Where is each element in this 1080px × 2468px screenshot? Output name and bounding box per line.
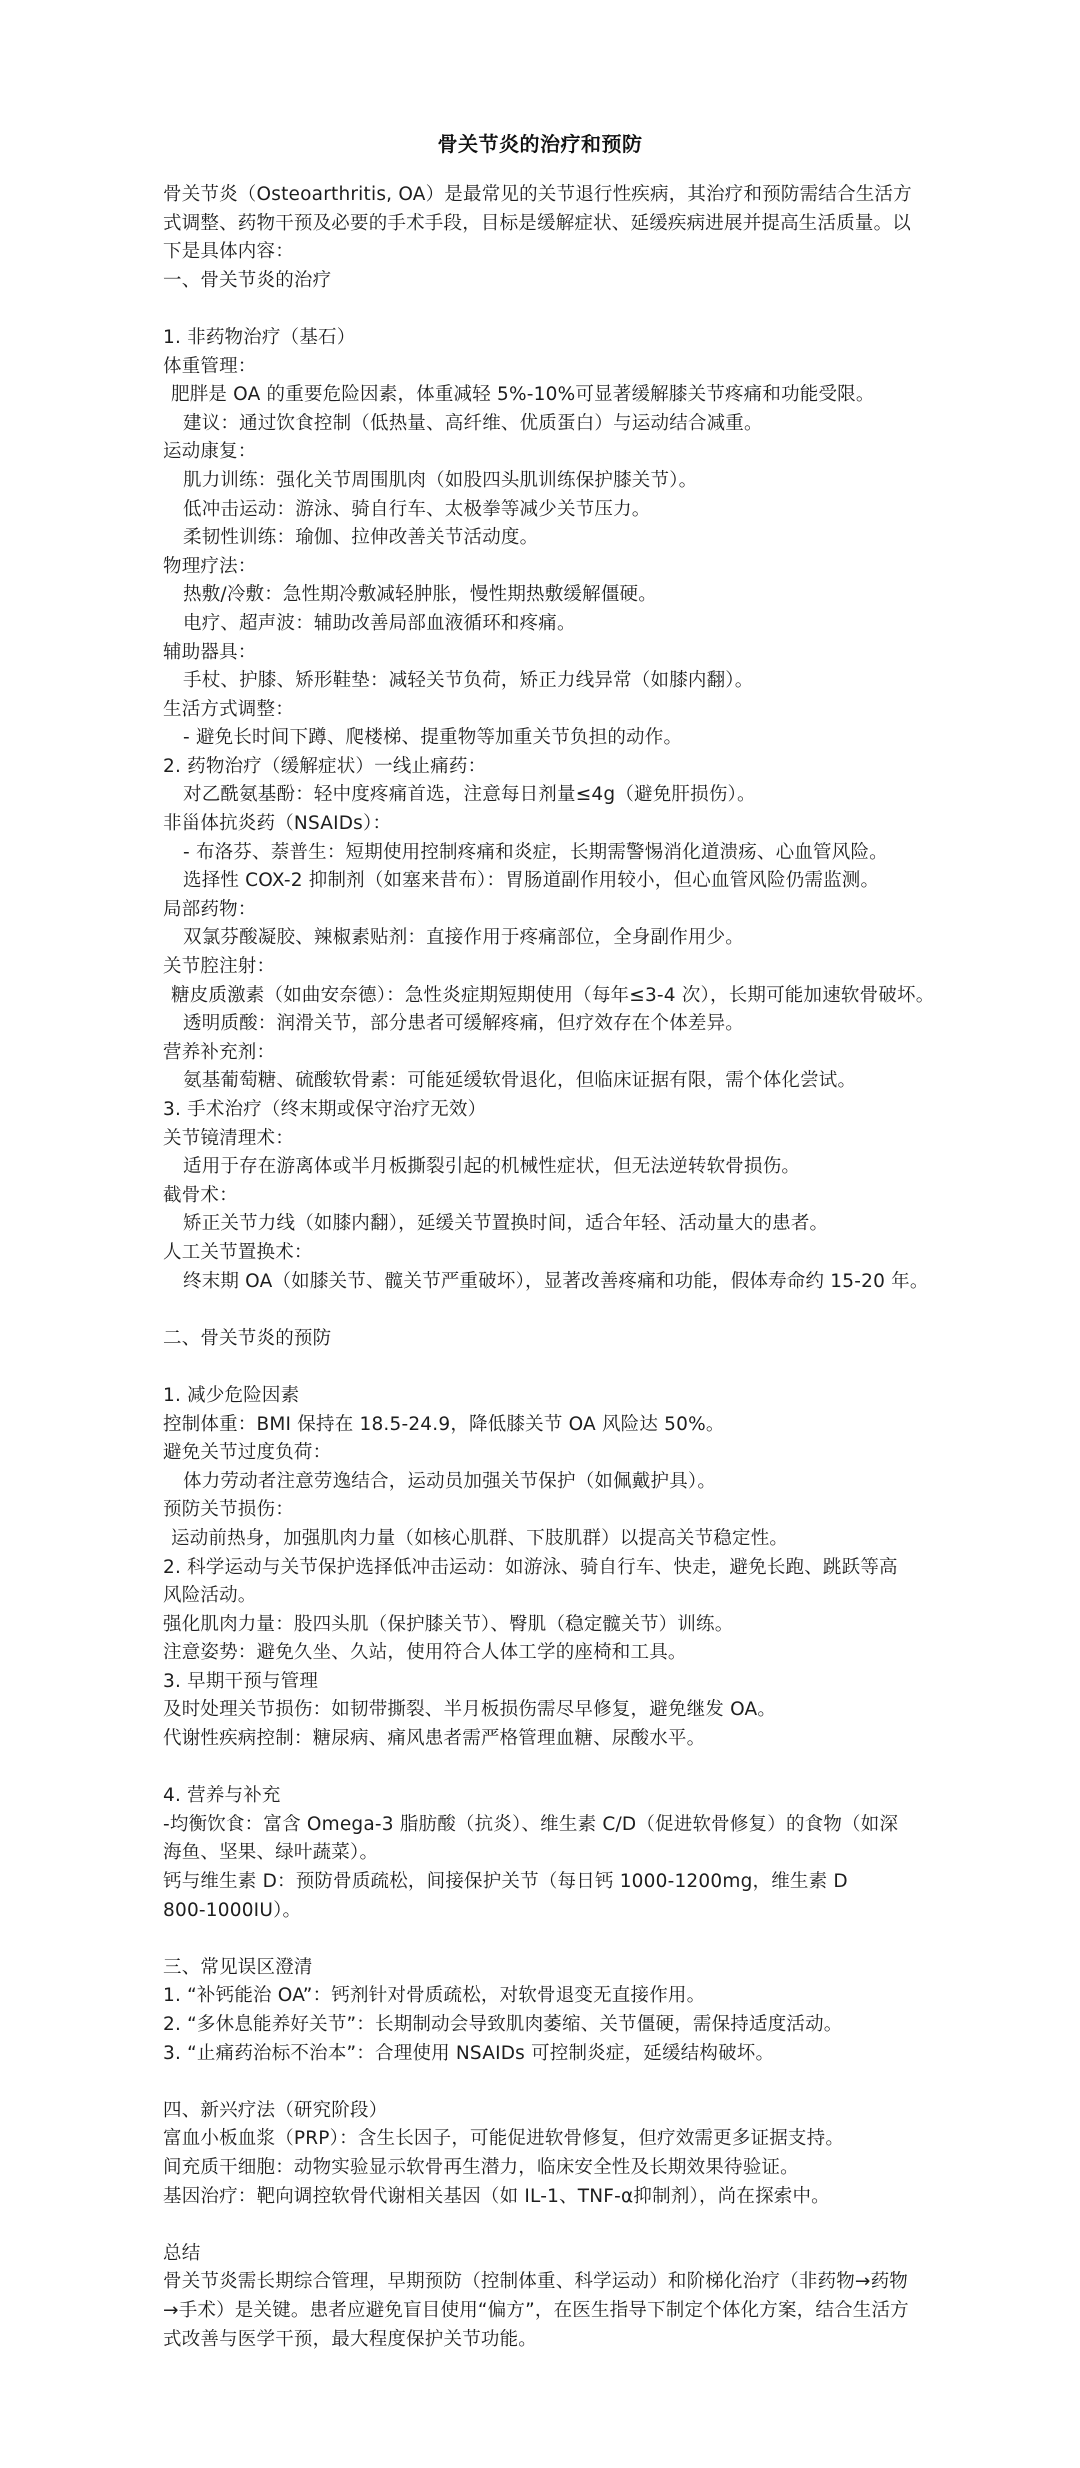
summary-line: →手术）是关键。患者应避免盲目使用“偏方”，在医生指导下制定个体化方案，结合生活方 bbox=[163, 2299, 909, 2321]
subsection-heading-exercise: 2. 科学运动与关节保护选择低冲击运动：如游泳、骑自行车、快走，避免长跑、跳跃等高 bbox=[163, 1556, 898, 1578]
blank-line bbox=[163, 295, 919, 324]
label-injection: 关节腔注射： bbox=[163, 956, 276, 978]
subsection-heading-nutrition: 4. 营养与补充 bbox=[163, 1785, 281, 1807]
label-overload: 避免关节过度负荷： bbox=[163, 1442, 332, 1464]
summary-line: 骨关节炎需长期综合管理，早期预防（控制体重、科学运动）和阶梯化治疗（非药物→药物 bbox=[163, 2271, 909, 2293]
text-line: 低冲击运动：游泳、骑自行车、太极拳等减少关节压力。 bbox=[183, 498, 651, 520]
summary-line: 式改善与医学干预，最大程度保护关节功能。 bbox=[163, 2328, 538, 2350]
text-line: 海鱼、坚果、绿叶蔬菜）。 bbox=[163, 1842, 379, 1864]
blank-line bbox=[163, 1754, 919, 1783]
subsection-heading-exercise-cont: 风险活动。 bbox=[163, 1585, 257, 1607]
section-heading-myths: 三、常见误区澄清 bbox=[163, 1956, 313, 1978]
text-line: 电疗、超声波：辅助改善局部血液循环和疼痛。 bbox=[183, 612, 576, 634]
subsection-heading-non-drug: 1. 非药物治疗（基石） bbox=[163, 326, 356, 348]
label-injury: 预防关节损伤： bbox=[163, 1499, 294, 1521]
blank-line bbox=[163, 2211, 919, 2240]
label-arthroscopy: 关节镜清理术： bbox=[163, 1127, 294, 1149]
section-heading-prevention: 二、骨关节炎的预防 bbox=[163, 1327, 332, 1349]
blank-line bbox=[163, 1296, 919, 1325]
text-line: - 布洛芬、萘普生：短期使用控制疼痛和炎症，长期需警惕消化道溃疡、心血管风险。 bbox=[183, 841, 888, 863]
text-line: 体力劳动者注意劳逸结合，运动员加强关节保护（如佩戴护具）。 bbox=[183, 1470, 717, 1492]
text-line: 热敷/冷敷：急性期冷敷减轻肿胀，慢性期热敷缓解僵硬。 bbox=[183, 584, 657, 606]
blank-line bbox=[163, 2068, 919, 2097]
myth-item: 3. “止痛药治标不治本”：合理使用 NSAIDs 可控制炎症，延缓结构破坏。 bbox=[163, 2042, 775, 2064]
section-heading-emerging: 四、新兴疗法（研究阶段） bbox=[163, 2099, 388, 2121]
document-title: 骨关节炎的治疗和预防 bbox=[437, 132, 643, 156]
blank-line bbox=[163, 1353, 919, 1382]
label-physio: 物理疗法： bbox=[163, 555, 257, 577]
label-topical: 局部药物： bbox=[163, 898, 257, 920]
text-line: 终末期 OA（如膝关节、髋关节严重破坏），显著改善疼痛和功能，假体寿命约 15-20 年。 bbox=[183, 1270, 929, 1292]
subsection-heading-risk: 1. 减少危险因素 bbox=[163, 1384, 300, 1406]
text-line: 糖皮质激素（如曲安奈德）：急性炎症期短期使用（每年≤3-4 次），长期可能加速软骨破坏。 bbox=[171, 984, 935, 1006]
text-line: 及时处理关节损伤：如韧带撕裂、半月板损伤需尽早修复，避免继发 OA。 bbox=[163, 1699, 777, 1721]
text-line: 适用于存在游离体或半月板撕裂引起的机械性症状，但无法逆转软骨损伤。 bbox=[183, 1156, 801, 1178]
text-line: 肌力训练：强化关节周围肌肉（如股四头肌训练保护膝关节）。 bbox=[183, 469, 698, 491]
myth-item: 2. “多休息能养好关节”：长期制动会导致肌肉萎缩、关节僵硬，需保持适度活动。 bbox=[163, 2014, 843, 2035]
text-line: 钙与维生素 D：预防骨质疏松，间接保护关节（每日钙 1000-1200mg，维生素 D bbox=[163, 1871, 848, 1893]
text-line: 矫正关节力线（如膝内翻），延缓关节置换时间，适合年轻、活动量大的患者。 bbox=[183, 1213, 829, 1235]
label-nsaid: 非甾体抗炎药（NSAIDs）： bbox=[163, 813, 392, 835]
subsection-heading-drug: 2. 药物治疗（缓解症状）一线止痛药： bbox=[163, 755, 487, 777]
text-line: 透明质酸：润滑关节，部分患者可缓解疼痛，但疗效存在个体差异。 bbox=[183, 1013, 745, 1035]
label-aids: 辅助器具： bbox=[163, 641, 257, 663]
text-line: - 避免长时间下蹲、爬楼梯、提重物等加重关节负担的动作。 bbox=[183, 727, 683, 749]
subsection-heading-surgery: 3. 手术治疗（终末期或保守治疗无效） bbox=[163, 1099, 487, 1120]
document-body bbox=[163, 181, 935, 2354]
label-replacement: 人工关节置换术： bbox=[163, 1241, 313, 1263]
text-line: 选择性 COX-2 抑制剂（如塞来昔布）：胃肠道副作用较小，但心血管风险仍需监测。 bbox=[183, 870, 880, 892]
intro-line: 骨关节炎（Osteoarthritis, OA）是最常见的关节退行性疾病，其治疗和预防需结合生活方 bbox=[163, 184, 912, 205]
emerging-item: 间充质干细胞：动物实验显示软骨再生潜力，临床安全性及长期效果待验证。 bbox=[163, 2156, 799, 2178]
emerging-item: 富血小板血浆（PRP）：含生长因子，可能促进软骨修复，但疗效需更多证据支持。 bbox=[163, 2128, 845, 2150]
label-lifestyle: 生活方式调整： bbox=[163, 698, 294, 720]
text-line: 双氯芬酸凝胶、辣椒素贴剂：直接作用于疼痛部位，全身副作用少。 bbox=[183, 927, 745, 949]
text-line: 强化肌肉力量：股四头肌（保护膝关节）、臀肌（稳定髋关节）训练。 bbox=[163, 1613, 734, 1635]
text-line: -均衡饮食：富含 Omega-3 脂肪酸（抗炎）、维生素 C/D（促进软骨修复）的食物（如深 bbox=[163, 1813, 899, 1835]
section-heading-treatment: 一、骨关节炎的治疗 bbox=[163, 269, 332, 291]
text-line: 运动前热身，加强肌肉力量（如核心肌群、下肢肌群）以提高关节稳定性。 bbox=[171, 1527, 789, 1549]
intro-line: 式调整、药物干预及必要的手术手段，目标是缓解症状、延缓疾病进展并提高生活质量。以 bbox=[163, 212, 912, 234]
text-line: 注意姿势：避免久坐、久站，使用符合人体工学的座椅和工具。 bbox=[163, 1642, 687, 1664]
label-supplement: 营养补充剂： bbox=[163, 1041, 276, 1063]
subsection-heading-early: 3. 早期干预与管理 bbox=[163, 1670, 319, 1692]
text-line: 氨基葡萄糖、硫酸软骨素：可能延缓软骨退化，但临床证据有限，需个体化尝试。 bbox=[183, 1070, 857, 1092]
text-line: 建议：通过饮食控制（低热量、高纤维、优质蛋白）与运动结合减重。 bbox=[183, 412, 763, 434]
text-line: 手杖、护膝、矫形鞋垫：减轻关节负荷，矫正力线异常（如膝内翻）。 bbox=[183, 670, 754, 692]
text-line: 控制体重：BMI 保持在 18.5-24.9，降低膝关节 OA 风险达 50%。 bbox=[163, 1413, 725, 1435]
label-weight: 体重管理： bbox=[163, 355, 257, 377]
intro-line: 下是具体内容： bbox=[163, 241, 294, 263]
text-line: 柔韧性训练：瑜伽、拉伸改善关节活动度。 bbox=[183, 527, 539, 549]
myth-item: 1. “补钙能治 OA”：钙剂针对骨质疏松，对软骨退变无直接作用。 bbox=[163, 1985, 706, 2007]
text-line: 肥胖是 OA 的重要危险因素，体重减轻 5%-10%可显著缓解膝关节疼痛和功能受限。 bbox=[171, 384, 875, 406]
text-line: 代谢性疾病控制：糖尿病、痛风患者需严格管理血糖、尿酸水平。 bbox=[163, 1728, 706, 1750]
emerging-item: 基因治疗：靶向调控软骨代谢相关基因（如 IL-1、TNF-α抑制剂），尚在探索中。 bbox=[163, 2185, 830, 2207]
label-exercise: 运动康复： bbox=[163, 441, 257, 463]
blank-line bbox=[163, 1925, 919, 1954]
text-line: 800-1000IU）。 bbox=[163, 1899, 302, 1921]
section-heading-summary: 总结 bbox=[163, 2242, 201, 2264]
text-line: 对乙酰氨基酚：轻中度疼痛首选，注意每日剂量≤4g（避免肝损伤）。 bbox=[183, 784, 756, 806]
label-osteotomy: 截骨术： bbox=[163, 1184, 238, 1206]
